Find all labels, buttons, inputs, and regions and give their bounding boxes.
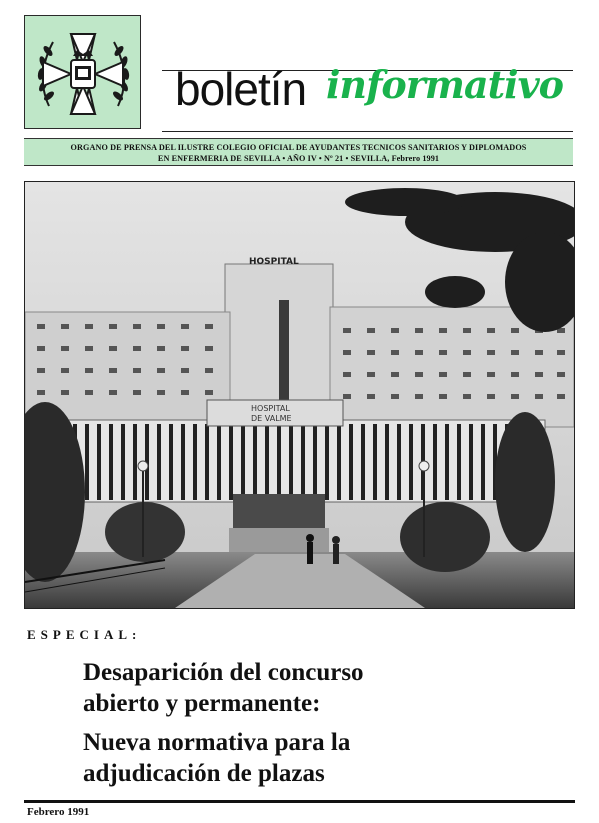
footer-rule: [24, 800, 575, 803]
band-publisher-line: ORGANO DE PRENSA DEL ILUSTRE COLEGIO OFICIAL DE AYUDANTES TECNICOS SANITARIOS Y DIPLOMADOS: [70, 143, 527, 152]
masthead-band: [24, 138, 573, 166]
headline-line-2: abierto y permanente:: [83, 690, 321, 717]
masthead-title: boletín: [175, 63, 307, 115]
band-issue-line: EN ENFERMERIA DE SEVILLA • AÑO IV • Nº 21 • SEVILLA, Febrero 1991: [157, 154, 440, 163]
headline-line-1: Desaparición del concurso: [83, 659, 364, 686]
footer-date: Febrero 1991: [27, 806, 90, 818]
college-emblem: [24, 15, 141, 129]
headline-line-4: adjudicación de plazas: [83, 760, 325, 787]
title-bottom-rule: [162, 131, 573, 132]
front-sign-line2: DE VALME: [251, 414, 292, 423]
masthead-title-script: informativo: [326, 62, 564, 107]
hospital-photo-image: [25, 182, 574, 608]
emblem-crest-icon: [25, 16, 142, 130]
section-label: ESPECIAL:: [27, 627, 142, 642]
tower-sign: HOSPITAL: [249, 257, 299, 267]
headline-line-3: Nueva normativa para la: [83, 729, 351, 756]
front-sign-line1: HOSPITAL: [251, 404, 290, 413]
cover-photo: [24, 181, 575, 609]
